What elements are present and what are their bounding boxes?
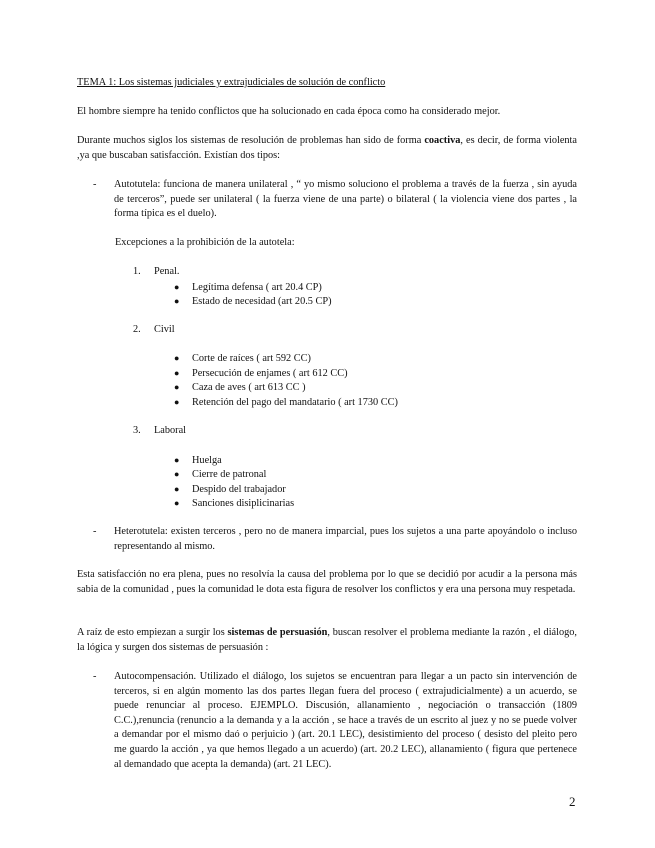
list-item: ● Sanciones disiplicinarias bbox=[174, 498, 295, 509]
dash-marker: - bbox=[93, 179, 97, 190]
list-item: ● Caza de aves ( art 613 CC ) bbox=[174, 382, 306, 393]
bullet-icon: ● bbox=[174, 282, 180, 292]
autotutela-text: Autotutela: funciona de manera unilateral , “ yo mismo soluciono el problema a través de la fuerza , sin ayuda de terceros”, puede ser unilateral ( la fuerza viene de una parte) o bilateral ( la violencia viene dos partes , la forma típica es el duelo). bbox=[114, 179, 577, 220]
document-title: TEMA 1: Los sistemas judiciales y extrajudiciales de solución de conflicto bbox=[77, 77, 386, 88]
bullet-icon: ● bbox=[174, 382, 180, 392]
autocompensacion-text: Autocompensación. Utilizado el diálogo, los sujetos se encuentran para llegar a un pacto sin intervención de terceros, si en algún momento las dos partes llegan fuera del proceso ( extrajudicialmente) a un acuerdo, se puede renunciar al proceso. EJEMPLO. Discusión, allanamiento , negociación o transacción (1809 C.C.),renuncia (renuncio a la demanda y a la acción , se hace a través de un escrito al juez y no se puede volver a demandar por el mismo daó o perjuicio ) (art. 20.1 LEC), desistimiento del proceso ( desisto del pleito pero me guardo la acción , ya que hemos llegado a un acuerdo) (art. 20.2 LEC), allanamiento ( figura que pertenece al demandado que acepta la demanda) (art. 21 LEC). bbox=[114, 671, 577, 770]
heterotutela-text: Heterotutela: existen terceros , pero no de manera imparcial, pues los sujetos a una parte apoyándolo o incluso representando al mismo. bbox=[114, 526, 577, 552]
intro-paragraph: El hombre siempre ha tenido conflictos que ha solucionado en cada época como ha considerado mejor. bbox=[77, 106, 501, 117]
dash-marker: - bbox=[93, 671, 97, 682]
bullet-icon: ● bbox=[174, 397, 180, 407]
bullet-icon: ● bbox=[174, 353, 180, 363]
bullet-icon: ● bbox=[174, 455, 180, 465]
category-laboral: 3. Laboral bbox=[133, 425, 187, 436]
bullet-icon: ● bbox=[174, 368, 180, 378]
coactiva-bold-term: coactiva bbox=[424, 135, 461, 146]
list-item: ● Cierre de patronal bbox=[174, 469, 267, 480]
satisfaccion-paragraph: Esta satisfacción no era plena, pues no resolvía la causa del problema por lo que se decidió por acudir a la persona más sabia de la comunidad , pues la comunidad le dota esta figura de resolver los conflictos y era una persona muy respetada. bbox=[77, 569, 577, 595]
list-item: ● Estado de necesidad (art 20.5 CP) bbox=[174, 296, 332, 307]
list-item: ● Despido del trabajador bbox=[174, 484, 286, 495]
persuasion-bold-term: sistemas de persuasión bbox=[227, 627, 328, 638]
list-item: ● Retención del pago del mandatario ( art 1730 CC) bbox=[174, 397, 398, 408]
category-civil: 2. Civil bbox=[133, 324, 175, 335]
bullet-icon: ● bbox=[174, 296, 180, 306]
persuasion-paragraph: A raíz de esto empiezan a surgir los sistemas de persuasión, buscan resolver el problema mediante la razón , el diálogo, la lógica y surgen dos sistemas de persuasión : bbox=[77, 627, 578, 653]
list-item: ● Huelga bbox=[174, 455, 222, 466]
list-item: ● Legítima defensa ( art 20.4 CP) bbox=[174, 282, 322, 293]
excepciones-heading: Excepciones a la prohibición de la autotela: bbox=[115, 237, 295, 248]
bullet-icon: ● bbox=[174, 484, 180, 494]
category-penal: 1. Penal. bbox=[133, 266, 180, 277]
dash-marker: - bbox=[93, 526, 97, 537]
coactiva-paragraph: Durante muchos siglos los sistemas de resolución de problemas han sido de forma coactiva, es decir, de forma violenta ,ya que buscaban satisfacción. Existían dos tipos: bbox=[77, 135, 577, 161]
page-number: 2 bbox=[569, 794, 576, 809]
list-item: ● Corte de raíces ( art 592 CC) bbox=[174, 353, 311, 364]
bullet-icon: ● bbox=[174, 469, 180, 479]
list-item: ● Persecución de enjames ( art 612 CC) bbox=[174, 368, 348, 379]
bullet-icon: ● bbox=[174, 498, 180, 508]
